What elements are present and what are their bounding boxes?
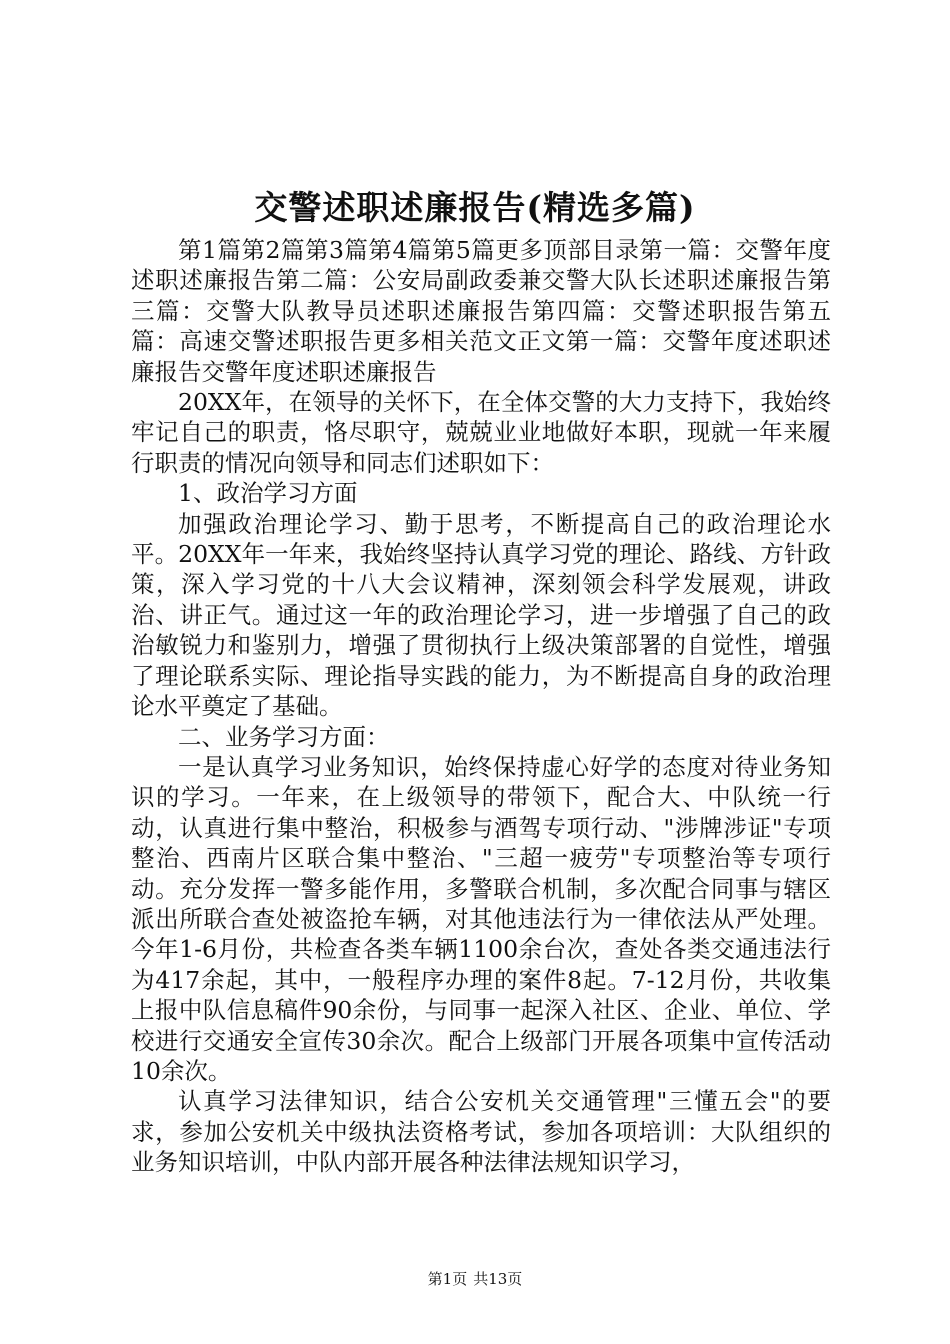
paragraph-intro: 20XX年，在领导的关怀下，在全体交警的大力支持下，我始终牢记自己的职责，恪尽职守，兢兢业业地做好本职，现就一年来履行职责的情况向领导和同志们述职如下： (131, 388, 831, 477)
page-footer (0, 1269, 950, 1289)
section-heading-political-study: 1、政治学习方面 (178, 479, 358, 508)
paragraph-business-study: 一是认真学习业务知识，始终保持虚心好学的态度对待业务知识的学习。一年来，在上级领导的带领下，配合大、中队统一行动，认真进行集中整治，积极参与酒驾专项行动、"涉牌涉证"专项整治、西南片区联合集中整治、"三超一疲劳"专项整治等专项行动。充分发挥一警多能作用，多警联合机制，多次配合同事与辖区派出所联合查处被盗抢车辆，对其他违法行为一律依法从严处理。今年1-6月份，共检查各类车辆1100余台次，查处各类交通违法行为417余起，其中，一般程序办理的案件8起。7-12月份，共收集上报中队信息稿件90余份，与同事一起深入社区、企业、单位、学校进行交通安全宣传30余次。配合上级部门开展各项集中宣传活动10余次。 (131, 752, 831, 1085)
page-total: 共13页 (473, 1270, 523, 1288)
page-number: 第1页 (427, 1270, 468, 1288)
section-heading-business-study: 二、业务学习方面： (178, 722, 390, 751)
paragraph-political-study: 加强政治理论学习、勤于思考，不断提高自己的政治理论水平。20XX年一年来，我始终坚持认真学习党的理论、路线、方针政策，深入学习党的十八大会议精神，深刻领会科学发展观，讲政治、讲正气。通过这一年的政治理论学习，进一步增强了自己的政治敏锐力和鉴别力，增强了贯彻执行上级决策部署的自觉性，增强了理论联系实际、理论指导实践的能力，为不断提高自身的政治理论水平奠定了基础。 (131, 509, 831, 721)
document-body (131, 235, 831, 1178)
paragraph-table-of-contents: 第1篇第2篇第3篇第4篇第5篇更多顶部目录第一篇：交警年度述职述廉报告第二篇：公安局副政委兼交警大队长述职述廉报告第三篇：交警大队教导员述职述廉报告第四篇：交警述职报告第五篇：高速交警述职报告更多相关范文正文第一篇：交警年度述职述廉报告交警年度述职述廉报告 (131, 236, 831, 386)
document-title: 交警述职述廉报告(精选多篇) (254, 188, 696, 227)
paragraph-legal-study: 认真学习法律知识，结合公安机关交通管理"三懂五会"的要求，参加公安机关中级执法资格考试，参加各项培训：大队组织的业务知识培训，中队内部开展各种法律法规知识学习， (131, 1087, 831, 1177)
